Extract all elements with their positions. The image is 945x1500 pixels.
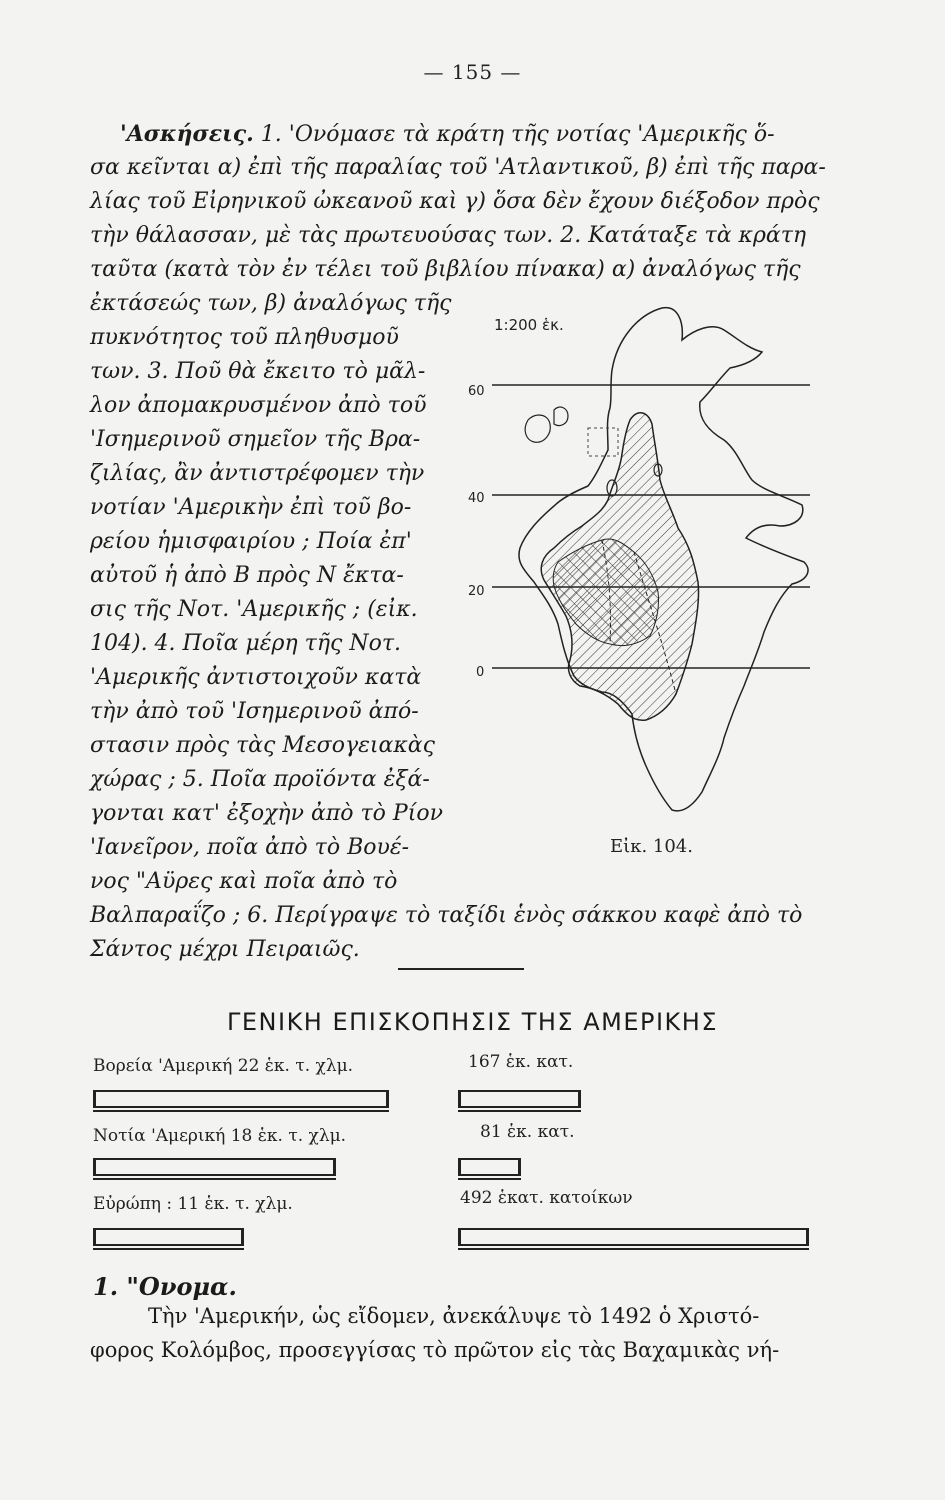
latitude-label-60: 60 <box>468 384 485 399</box>
south-america-area-label: Νοτία 'Αμερική 18 ἑκ. τ. χλμ. <box>93 1126 347 1146</box>
europe-pop-bar <box>458 1228 809 1246</box>
british-isles <box>525 407 568 442</box>
exercise-line-2: σα κεῖνται α) ἐπὶ τῆς παραλίας τοῦ 'Ατλαντικοῦ, β) ἐπὶ τῆς παρα- <box>90 155 826 180</box>
latitude-label-0: 0 <box>476 665 485 680</box>
section-divider <box>398 968 524 970</box>
exercise-line-18: τὴν ἀπὸ τοῦ 'Ισημερινοῦ ἀπό- <box>90 699 419 724</box>
exercise-text: 1. 'Ονόμασε τὰ κράτη τῆς νοτίας 'Αμερικῆς ὅ- <box>253 122 775 147</box>
dashed-boundary <box>588 428 618 456</box>
body-line-2: φορος Κολόμβος, προσεγγίσας τὸ πρῶτον εἰς τὰς Βαχαμικὰς νή- <box>90 1338 780 1362</box>
south-america-pop-label: 81 ἑκ. κατ. <box>480 1122 575 1142</box>
exercise-line-15: σις τῆς Νοτ. 'Αμερικῆς ; (εἰκ. <box>90 597 418 622</box>
exercise-line-16: 104). 4. Ποῖα μέρη τῆς Νοτ. <box>90 631 401 656</box>
exercise-line-25: Σάντος μέχρι Πειραιῶς. <box>90 937 360 962</box>
body-line-1: Τὴν 'Αμερικήν, ὡς εἴδομεν, ἀνεκάλυψε τὸ 1492 ὁ Χριστό- <box>148 1304 760 1328</box>
page-number: — 155 — <box>423 60 522 84</box>
exercise-line-10: 'Ισημερινοῦ σημεῖον τῆς Βρα- <box>90 427 421 452</box>
exercise-line-24: Βαλπαραΐζο ; 6. Περίγραψε τὸ ταξίδι ἑνὸς σάκκου καφὲ ἀπὸ τὸ <box>90 903 803 928</box>
exercise-line-7: πυκνότητος τοῦ πληθυσμοῦ <box>90 325 399 350</box>
figure-caption: Εἰκ. 104. <box>610 836 693 857</box>
exercise-line-20: χώρας ; 5. Ποῖα προϊόντα ἐξά- <box>90 767 430 792</box>
exercise-line-4: τὴν θάλασσαν, μὲ τὰς πρωτευούσας των. 2. Κατάταξε τὰ κράτη <box>90 223 807 248</box>
south-america-pop-bar <box>458 1158 521 1176</box>
south-america-area-bar <box>93 1158 336 1176</box>
exercise-line-23: νος "Αϋρες καὶ ποῖα ἀπὸ τὸ <box>90 869 398 894</box>
exercise-line-13: ρείου ἡμισφαιρίου ; Ποία ἐπ' <box>90 529 412 554</box>
overview-title: ΓΕΝΙΚΗ ΕΠΙΣΚΟΠΗΣΙΣ ΤΗΣ ΑΜΕΡΙΚΗΣ <box>227 1008 718 1036</box>
section-heading: 1. "Ονομα. <box>93 1272 237 1301</box>
exercise-line-17: 'Αμερικῆς ἀντιστοιχοῦν κατὰ <box>90 665 422 690</box>
exercise-line-22: 'Ιανεῖρον, ποῖα ἀπὸ τὸ Βουέ- <box>90 835 410 860</box>
europe-area-label: Εὐρώπη : 11 ἑκ. τ. χλμ. <box>93 1194 293 1214</box>
latitude-label-40: 40 <box>468 491 485 506</box>
map-scale-label: 1:200 ἑκ. <box>494 316 564 334</box>
europe-area-bar <box>93 1228 244 1246</box>
exercise-line-6: ἐκτάσεώς των, β) ἀναλόγως τῆς <box>90 291 452 316</box>
exercises-label: 'Ασκήσεις. <box>120 121 254 147</box>
exercise-line-1 <box>120 120 775 149</box>
figure-104-map <box>462 300 852 860</box>
exercise-line-14: αὐτοῦ ἡ ἀπὸ Β πρὸς Ν ἔκτα- <box>90 563 404 588</box>
latitude-label-20: 20 <box>468 584 485 599</box>
exercise-line-3: λίας τοῦ Εἰρηνικοῦ ὠκεανοῦ καὶ γ) ὅσα δὲν ἔχουν διέξοδον πρὸς <box>90 189 820 214</box>
exercise-line-21: γονται κατ' ἐξοχὴν ἀπὸ τὸ Ρίον <box>90 801 443 826</box>
north-america-pop-label: 167 ἑκ. κατ. <box>468 1052 574 1072</box>
exercise-line-9: λον ἀπομακρυσμένον ἀπὸ τοῦ <box>90 393 427 418</box>
exercise-line-11: ζιλίας, ἂν ἀντιστρέφομεν τὴν <box>90 461 425 486</box>
europe-pop-label: 492 ἑκατ. κατοίκων <box>460 1188 633 1208</box>
map-svg <box>462 300 852 860</box>
north-america-area-label: Βορεία 'Αμερική 22 ἑκ. τ. χλμ. <box>93 1056 354 1076</box>
exercise-line-5: ταῦτα (κατὰ τὸν ἐν τέλει τοῦ βιβλίου πίνακα) α) ἀναλόγως τῆς <box>90 257 801 282</box>
north-america-pop-bar <box>458 1090 581 1108</box>
exercise-line-19: στασιν πρὸς τὰς Μεσογειακὰς <box>90 733 435 758</box>
exercise-line-12: νοτίαν 'Αμερικὴν ἐπὶ τοῦ βο- <box>90 495 412 520</box>
exercise-line-8: των. 3. Ποῦ θὰ ἔκειτο τὸ μᾶλ- <box>90 359 426 384</box>
north-america-area-bar <box>93 1090 389 1108</box>
